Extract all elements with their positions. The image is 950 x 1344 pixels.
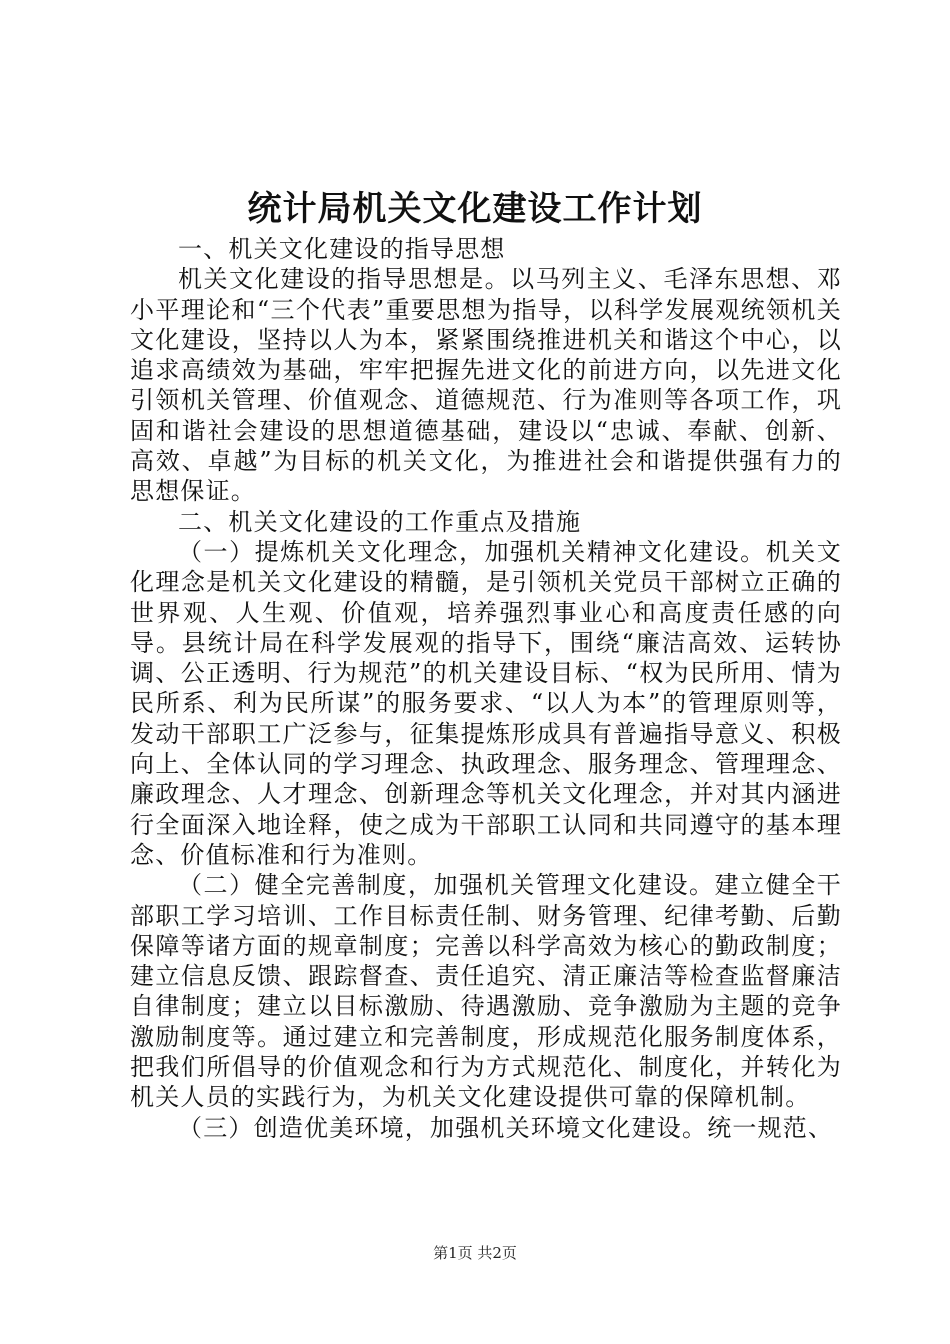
- section-heading-2: 二、机关文化建设的工作重点及措施: [178, 507, 582, 536]
- paragraph-guiding-thought: 机关文化建设的指导思想是。以马列主义、毛泽东思想、邓小平理论和“三个代表”重要思想为指导，以科学发展观统领机关文化建设，坚持以人为本，紧紧围绕推进机关和谐这个中心，以追求高绩效为基础，牢牢把握先进文化的前进方向，以先进文化引领机关管理、价值观念、道德规范、行为准则等各项工作，巩固和谐社会建设的思想道德基础，建设以“忠诚、奉献、创新、高效、卓越”为目标的机关文化，为推进社会和谐提供强有力的思想保证。: [130, 265, 842, 506]
- document-body: [130, 234, 842, 1143]
- paragraph-measure-1: （一）提炼机关文化理念，加强机关精神文化建设。机关文化理念是机关文化建设的精髓，是引领机关党员干部树立正确的世界观、人生观、价值观，培养强烈事业心和高度责任感的向导。县统计局在科学发展观的指导下，围绕“廉洁高效、运转协调、公正透明、行为规范”的机关建设目标、“权为民所用、情为民所系、利为民所谋”的服务要求、“以人为本”的管理原则等，发动干部职工广泛参与，征集提炼形成具有普遍指导意义、积极向上、全体认同的学习理念、执政理念、服务理念、管理理念、廉政理念、人才理念、创新理念等机关文化理念，并对其内涵进行全面深入地诠释，使之成为干部职工认同和共同遵守的基本理念、价值标准和行为准则。: [130, 537, 842, 869]
- paragraph-measure-2: （二）健全完善制度，加强机关管理文化建设。建立健全干部职工学习培训、工作目标责任制、财务管理、纪律考勤、后勤保障等诸方面的规章制度；完善以科学高效为核心的勤政制度；建立信息反馈、跟踪督查、责任追究、清正廉洁等检查监督廉洁自律制度；建立以目标激励、待遇激励、竞争激励为主题的竞争激励制度等。通过建立和完善制度，形成规范化服务制度体系，把我们所倡导的价值观念和行为方式规范化、制度化，并转化为机关人员的实践行为，为机关文化建设提供可靠的保障机制。: [130, 871, 842, 1112]
- document-title: 统计局机关文化建设工作计划: [247, 189, 703, 229]
- page-number-footer: 第1页 共2页: [433, 1244, 517, 1262]
- paragraph-measure-3: （三）创造优美环境，加强机关环境文化建设。统一规范、: [178, 1113, 834, 1142]
- section-heading-1: 一、机关文化建设的指导思想: [178, 235, 506, 263]
